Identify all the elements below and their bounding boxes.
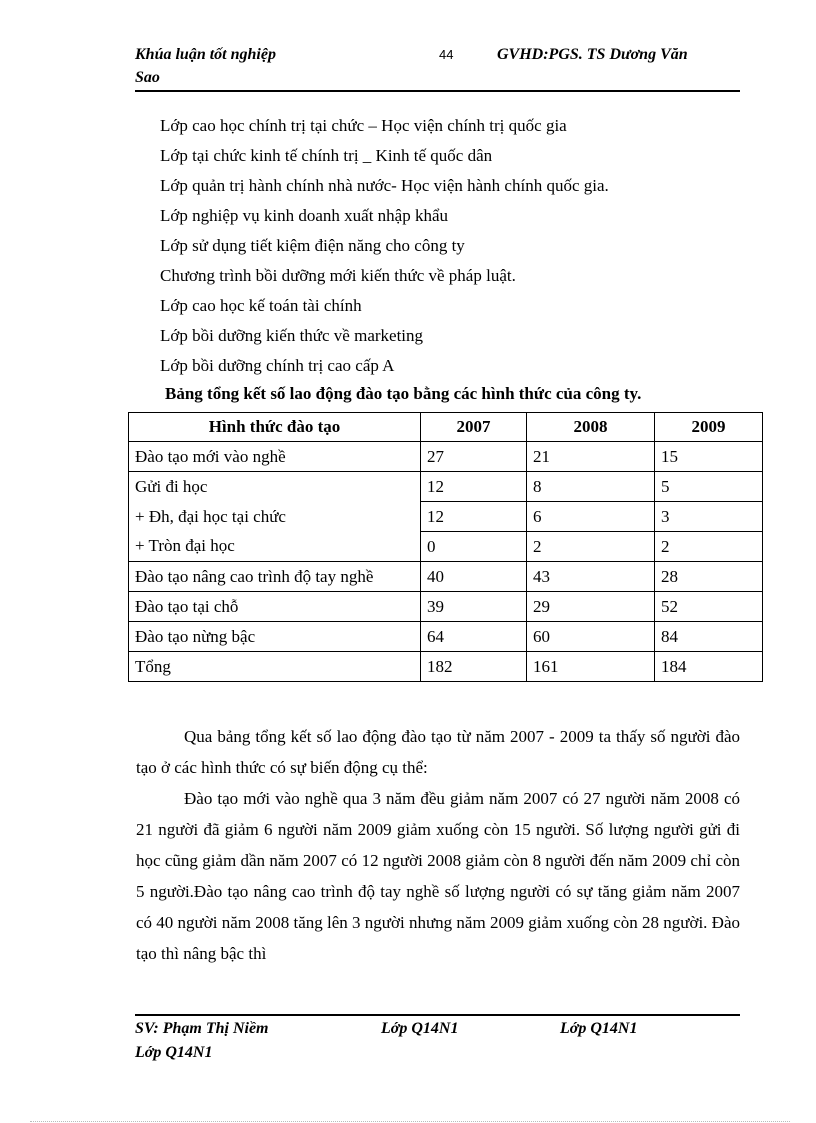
list-item: Lớp sử dụng tiết kiệm điện năng cho công ty [160,236,465,255]
thesis-title-continued: Sao [135,69,160,86]
table-cell: Đào tạo mới vào nghề [129,442,421,472]
table-cell: Gửi đi học [129,472,421,502]
table-cell: 6 [527,502,655,532]
training-summary-table [128,412,763,682]
table-cell: 2 [527,532,655,562]
table-cell: 12 [421,502,527,532]
table-cell: 52 [655,592,763,622]
table-cell: 60 [527,622,655,652]
table-cell: 27 [421,442,527,472]
table-row [129,592,763,622]
table-cell: 40 [421,562,527,592]
table-cell: 0 [421,532,527,562]
body-paragraph: Đào tạo mới vào nghề qua 3 năm đều giảm năm 2007 có 27 người năm 2008 có 21 người đã giảm 6 người năm 2009 giảm xuống còn 15 người. Số lượng người gửi đi học cũng giảm dần năm 2007 có 12 người 2008 giảm còn 8 người đến năm 2009 chỉ còn 5 người.Đào tạo nâng cao trình độ tay nghề số lượng người có sự tăng giảm năm 2007 có 40 người năm 2008 tăng lên 3 người nhưng năm 2009 giảm xuống còn 28 người. Đào tạo thì nâng bậc thì [136,789,740,963]
table-cell: Tổng [129,652,421,682]
table-cell: 161 [527,652,655,682]
list-item: Lớp cao học kế toán tài chính [160,296,362,315]
table-cell: 29 [527,592,655,622]
table-cell: 8 [527,472,655,502]
page-footer [135,1014,740,1061]
table-total-row [129,652,763,682]
student-name: SV: Phạm Thị Niềm [135,1020,269,1037]
column-header: Hình thức đào tạo [129,413,421,442]
table-cell: 21 [527,442,655,472]
page-header [135,44,740,92]
list-item: Lớp nghiệp vụ kinh doanh xuất nhập khẩu [160,206,449,225]
class-label: Lớp Q14N1 [560,1020,638,1037]
course-list [160,114,609,384]
page-edge-divider [30,1121,790,1122]
advisor-name: GVHD:PGS. TS Dương Văn [497,46,688,63]
column-header: 2009 [655,413,763,442]
table-row [129,622,763,652]
table-cell: + Tròn đại học [129,532,421,562]
list-item: Chương trình bồi dưỡng mới kiến thức về pháp luật. [160,266,516,285]
body-paragraph: Qua bảng tổng kết số lao động đào tạo từ năm 2007 - 2009 ta thấy số người đào tạo ở các hình thức có sự biến động cụ thể: [136,727,740,777]
table-cell: 64 [421,622,527,652]
table-cell: 84 [655,622,763,652]
list-item: Lớp bồi dưỡng kiến thức về marketing [160,326,424,345]
column-header: 2008 [527,413,655,442]
table-row [129,472,763,502]
table-cell: 12 [421,472,527,502]
class-label: Lớp Q14N1 [135,1044,213,1061]
table-row [129,532,763,562]
column-header: 2007 [421,413,527,442]
table-row [129,502,763,532]
table-cell: 43 [527,562,655,592]
table-header-row [129,413,763,442]
table-cell: 184 [655,652,763,682]
table-cell: 3 [655,502,763,532]
list-item: Lớp quản trị hành chính nhà nước- Học viện hành chính quốc gia. [160,176,609,195]
table-caption: Bảng tổng kết số lao động đào tạo bằng các hình thức của công ty. [165,384,642,403]
table-cell: Đào tạo nừng bậc [129,622,421,652]
table-cell: 28 [655,562,763,592]
table-cell: 5 [655,472,763,502]
table-cell: 15 [655,442,763,472]
table-cell: + Đh, đại học tại chức [129,502,421,532]
list-item: Lớp bồi dưỡng chính trị cao cấp A [160,356,395,375]
class-label: Lớp Q14N1 [381,1020,459,1037]
table-cell: 182 [421,652,527,682]
list-item: Lớp cao học chính trị tại chức – Học viện chính trị quốc gia [160,116,567,135]
list-item: Lớp tại chức kinh tế chính trị _ Kinh tế quốc dân [160,146,493,165]
page-number: 44 [439,47,454,62]
table-cell: Đào tạo tại chỗ [129,592,421,622]
thesis-title: Khúa luận tốt nghiệp [135,46,276,63]
table-row [129,442,763,472]
table-cell: Đào tạo nâng cao trình độ tay nghề [129,562,421,592]
table-cell: 39 [421,592,527,622]
table-cell: 2 [655,532,763,562]
table-row [129,562,763,592]
